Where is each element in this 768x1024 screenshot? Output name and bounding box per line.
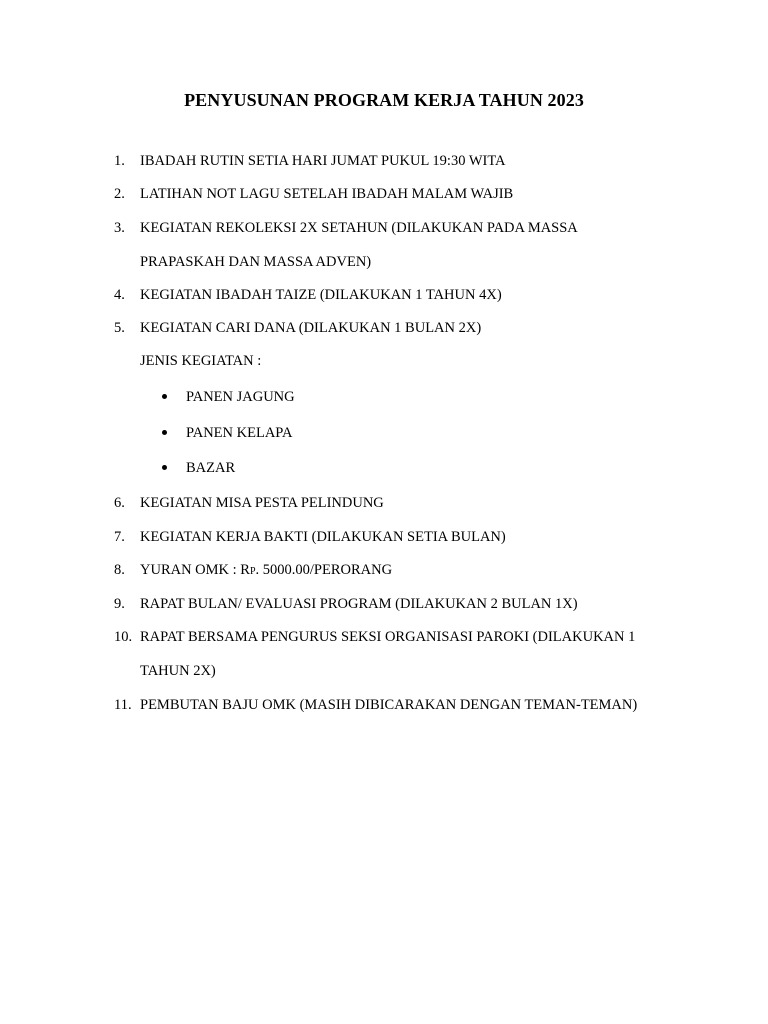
- list-item-text: [140, 561, 392, 579]
- bullet-icon: [162, 465, 167, 470]
- sub-list-item: PANEN JAGUNG: [186, 389, 295, 405]
- list-item-text: RAPAT BERSAMA PENGURUS SEKSI ORGANISASI PAROKI (DILAKUKAN 1: [140, 629, 636, 645]
- list-item-text: IBADAH RUTIN SETIA HARI JUMAT PUKUL 19:30 WITA: [140, 153, 506, 169]
- sub-list-item: PANEN KELAPA: [186, 425, 293, 441]
- list-item-text: RAPAT BULAN/ EVALUASI PROGRAM (DILAKUKAN 2 BULAN 1X): [140, 596, 578, 612]
- list-item-text: KEGIATAN MISA PESTA PELINDUNG: [140, 495, 384, 511]
- currency-label: Rp.: [240, 562, 260, 578]
- item-number: 2.: [114, 186, 125, 202]
- jenis-kegiatan-label: JENIS KEGIATAN :: [140, 353, 262, 369]
- item-number: 5.: [114, 320, 125, 336]
- list-item-text: KEGIATAN IBADAH TAIZE (DILAKUKAN 1 TAHUN 4X): [140, 287, 502, 303]
- list-item-text: PEMBUTAN BAJU OMK (MASIH DIBICARAKAN DENGAN TEMAN-TEMAN): [140, 697, 638, 713]
- item-number: 3.: [114, 220, 125, 236]
- bullet-icon: [162, 430, 167, 435]
- item-number: 6.: [114, 495, 125, 511]
- item-number: 1.: [114, 153, 125, 169]
- list-item-text-continued: PRAPASKAH DAN MASSA ADVEN): [140, 254, 372, 270]
- list-item-text: KEGIATAN KERJA BAKTI (DILAKUKAN SETIA BULAN): [140, 529, 506, 545]
- list-item-text: LATIHAN NOT LAGU SETELAH IBADAH MALAM WAJIB: [140, 186, 514, 202]
- item-number: 9.: [114, 596, 125, 612]
- list-item-text: KEGIATAN CARI DANA (DILAKUKAN 1 BULAN 2X): [140, 320, 482, 336]
- item-number: 11.: [114, 697, 132, 713]
- document-title: PENYUSUNAN PROGRAM KERJA TAHUN 2023: [184, 90, 584, 110]
- item-number: 4.: [114, 287, 125, 303]
- list-item-text-continued: TAHUN 2X): [140, 663, 216, 679]
- bullet-icon: [162, 394, 167, 399]
- item-number: 8.: [114, 562, 125, 578]
- list-item-text: KEGIATAN REKOLEKSI 2X SETAHUN (DILAKUKAN PADA MASSA: [140, 220, 578, 236]
- sub-list-item: BAZAR: [186, 460, 236, 476]
- yuran-prefix: YURAN OMK :: [140, 562, 241, 578]
- yuran-amount: 5000.00/PERORANG: [259, 562, 393, 578]
- item-number: 10.: [114, 629, 133, 645]
- item-number: 7.: [114, 529, 125, 545]
